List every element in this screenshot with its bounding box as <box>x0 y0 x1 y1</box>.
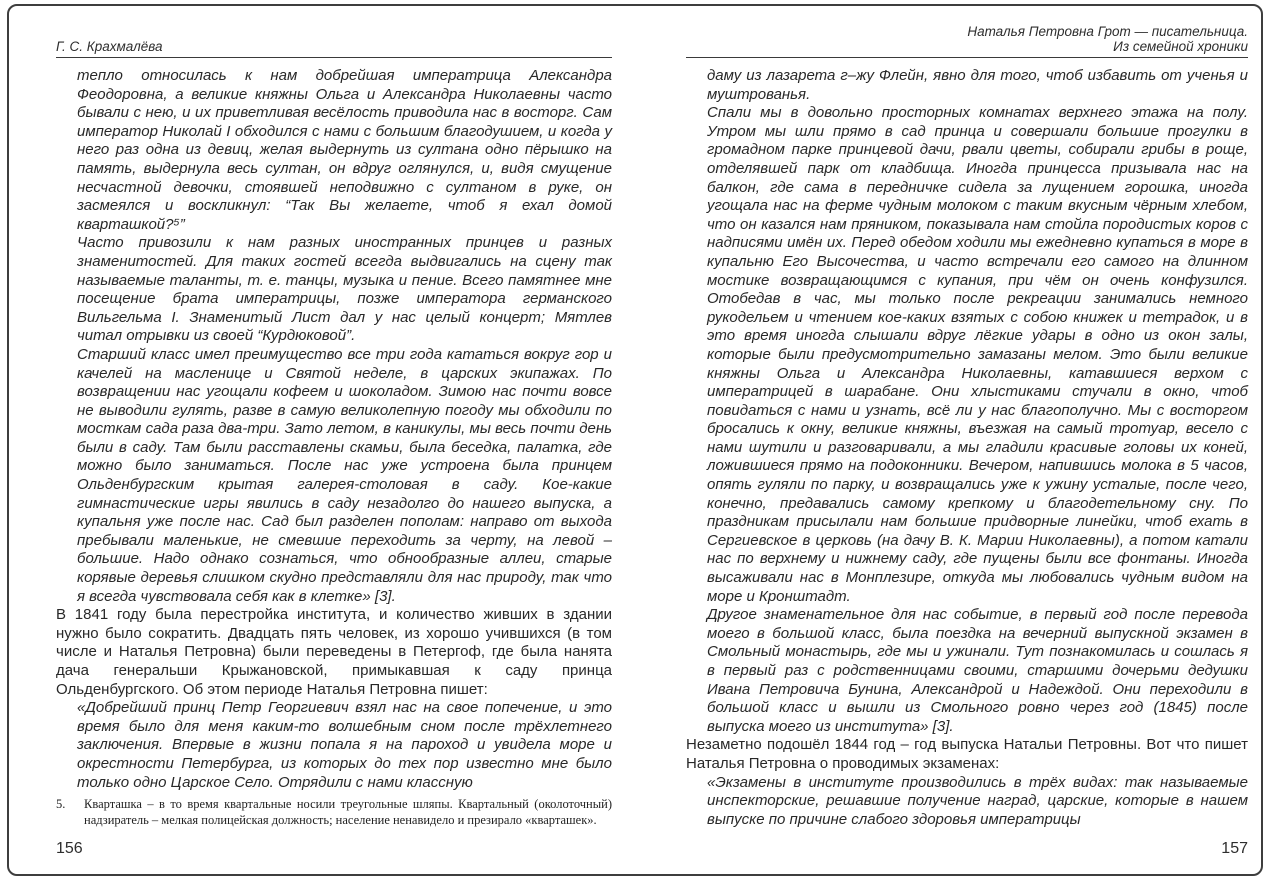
quote-paragraph: тепло относилась к нам добрейшая императрица Александра Феодоровна, а великие княжны Ольга и Александра Николаевны часто бывали с нею, и их приветливая весёлость приводила нас в восторг. Сам император Николай I обходился с нами с большим благодушием, и когда у него раз одна из девиц, желая выдернуть из султана одно пёрышко на память, выдернула весь султан, он вдруг оглянулся, и, видя смущение несчастной девочки, стоявшей неподвижно с султаном в руке, он засмеялся и воскликнул: “Так Вы желаете, чтоб я ехал домой кварташкой?⁵” <box>77 67 612 233</box>
right-page <box>686 20 1248 858</box>
footnote-text: Кварташка – в то время квартальные носили треугольные шляпы. Квартальный (околоточный) надзиратель – мелкая полицейская должность; население ненавидело и презирало «кварташек». <box>84 797 612 827</box>
quote-paragraph: Часто привозили к нам разных иностранных принцев и разных знаменитостей. Для таких гостей всегда выдвигались на сцену так называемые таланты, т. е. танцы, музыка и пение. Всего памятнее мне посещение брата императрицы, позже императора германского Вильгельма I. Знаменитый Лист дал у нас целый концерт; Мятлев читал отрывки из своей “Курдюковой”. <box>77 234 612 345</box>
chapter-title-line2: Из семейной хроники <box>1113 38 1248 54</box>
memoir-quote-block-2 <box>77 699 612 792</box>
footnote <box>56 796 612 828</box>
quote-paragraph: Другое знаменательное для нас событие, в первый год после перевода моего в большой класс, была поездка на вечерний выпускной экзамен в Смольный монастырь, где мы и ужинали. Тут познакомилась и сошлась я в первый раз с родственницами своими, старшими дочерьми дедушки Ивана Петровича Бунина, Александрой и Надеждой. Они переходили в большой класс и вышли из Смольного ровно через год (1845) после выпуска моего из института» [3]. <box>707 606 1248 735</box>
memoir-quote-block-1 <box>77 67 612 606</box>
right-page-body <box>686 67 1248 829</box>
author-name: Г. С. Крахмалёва <box>56 38 163 54</box>
memoir-quote-block-4 <box>707 774 1248 830</box>
quote-paragraph: «Добрейший принц Петр Георгиевич взял нас на свое попечение, и это время было для меня каким-то волшебным сном после трёхлетнего заключения. Впервые в жизни попала я на пароход и увидела море и окрестности Петербурга, из которых до тех пор известно мне было только одно Царское Село. Отрядили с нами классную <box>77 699 612 791</box>
narrative-paragraph: Незаметно подошёл 1844 год – год выпуска Натальи Петровны. Вот что пишет Наталья Петровна о проводимых экзаменах: <box>686 736 1248 772</box>
right-running-header <box>686 20 1248 58</box>
quote-paragraph: Старший класс имел преимущество все три года кататься вокруг гор и качелей на масленице и Святой неделе, в царских экипажах. По возвращении нас угощали кофеем и шоколадом. Зимою нас почти вовсе не выводили гулять, разве в самую великолепную погоду мы обходили по мосткам сада раза два-три. Зато летом, в каникулы, мы весь почти день были в саду. Там были расставлены скамьи, была беседка, палатка, где можно было заниматься. После нас уже устроена была принцем Ольденбургским крытая галерея-столовая в саду. Кое-какие гимнастические игры явились в саду незадолго до нашего выпуска, а купальня уже после нас. Сад был разделен пополам: направо от выхода пребывали маленькие, не смевшие переходить за черту, на левой – большие. Надо однако сознаться, что обнообразные аллеи, старые корявые деревья слишком скудно представляли для нас природу, так что я всегда чувствовала себя как в клетке» [3]. <box>77 345 612 605</box>
book-spread-border <box>7 4 1263 876</box>
quote-paragraph: «Экзамены в институте производились в трёх видах: так называемые инспекторские, решавшие получение наград, царские, которые в нашем выпуске по причине слабого здоровья императрицы <box>707 773 1248 828</box>
quote-paragraph: Спали мы в довольно просторных комнатах верхнего этажа на полу. Утром мы шли прямо в сад принца и совершали большие прогулки в громадном парке принцевой дачи, рвали цветы, собирали грибы в роще, отделявшей парк от кладбища. Иногда принцесса призывала нас на балкон, где сама в передничке сидела за лущением горошка, иногда угощала нас на ферме чудным молоком с таким вкусным чёрным хлебом, что он казался нам пряником, показывала нам стойла породистых коров с надписями имён их. Перед обедом ходили мы ежедневно купаться в море в купальню Его Высочества, и часто встречали его самого на длинном мостике возвращающимся с купания, при чём он очень конфузился. Отобедав в час, мы только после рекреации занимались немного рукодельем и чтением кое-каких взятых с собою книжек и тетрадок, и в это время иногда слышали вдруг лёгкие удары в одно из окон залы, которые были предусмотрительно замазаны мелом. Это были великие княжны Ольга и Александра Николаевны, катавшиеся верхом с императрицей в шарабане. Они хлыстиками стучали в окно, чтоб повидаться с нами и узнать, всё ли у нас благополучно. Мы с восторгом бросались к окну, великие княжны, въезжая на самый тротуар, весело с нами шутили и разговаривали, а мы гладили красивые головы их коней, ложившиеся прямо на подоконники. Вечером, напившись молока в 5 часов, опять гуляли по парку, и возвращались уже к ужину усталые, после чего, конечно, предавались самому крепкому и благодетельному сну. По праздникам присылали нам большие придворные линейки, чтоб ехать в Сергиевское в церковь (на дачу В. К. Марии Николаевны), а потом катали нас по верхнему и нижнему саду, где пущены были все фонтаны. Иногда высаживали нас в Монплезире, откуда мы любовались чудным видом на море и Кронштадт. <box>707 104 1248 605</box>
narrative-paragraph: В 1841 году была перестройка института, и количество живших в здании нужно было сократить. Двадцать пять человек, из хорошо учившихся (в том числе и Наталья Петровна) были переведены в Петергоф, где была нанята дача генеральши Крыжановской, примыкавшая к саду принца Ольденбургского. Об этом периоде Наталья Петровна пишет: <box>56 606 612 698</box>
left-page <box>56 20 612 858</box>
page-number-right: 157 <box>1221 840 1248 857</box>
left-page-body <box>56 67 612 792</box>
quote-paragraph: даму из лазарета г–жу Флейн, явно для того, чтоб избавить от ученья и муштрованья. <box>707 67 1248 103</box>
page-number-left: 156 <box>56 840 83 857</box>
memoir-quote-block-3 <box>707 67 1248 736</box>
chapter-title-line1: Наталья Петровна Грот — писательница. <box>967 24 1248 39</box>
left-running-header <box>56 20 612 58</box>
footnote-number: 5. <box>56 797 66 811</box>
